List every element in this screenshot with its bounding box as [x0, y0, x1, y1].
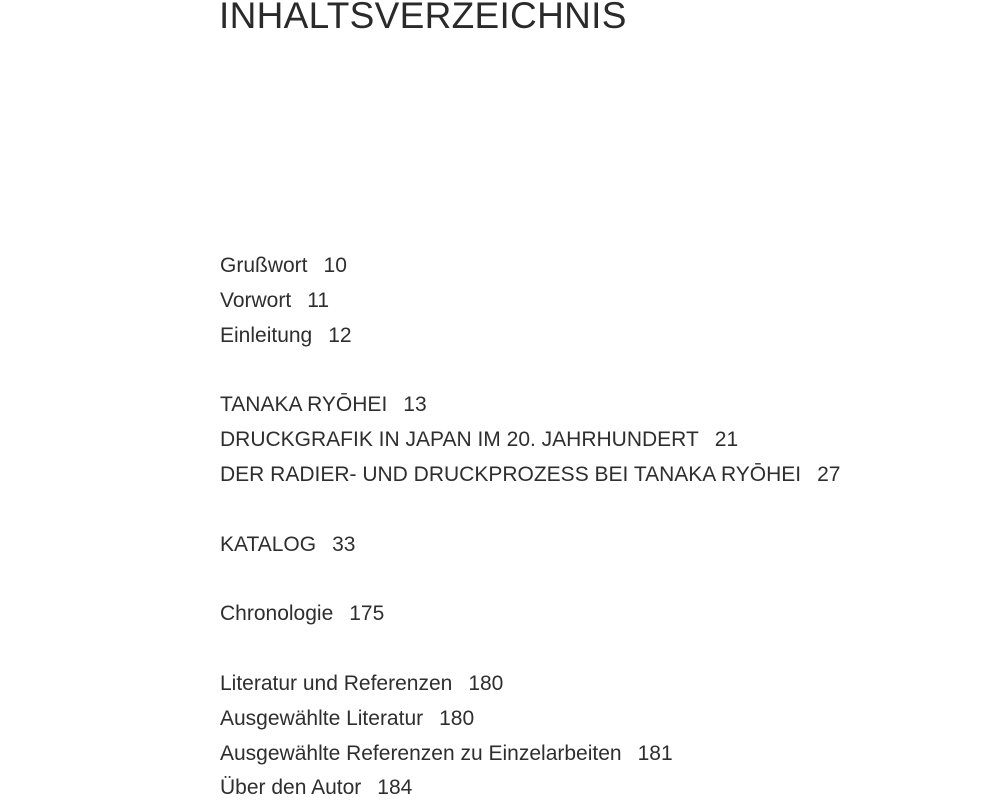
toc-entry-tanaka-ryohei[interactable] [220, 392, 427, 418]
toc-entry-vorwort[interactable] [220, 288, 329, 314]
toc-entry-label: Grußwort [220, 254, 308, 277]
toc-entry-page: 175 [349, 602, 385, 625]
toc-entry-page: 180 [439, 707, 475, 730]
toc-entry-grusswort[interactable] [220, 253, 347, 279]
toc-entry-page: 180 [468, 672, 504, 695]
toc-entry-chronologie[interactable] [220, 601, 384, 627]
page-title: INHALTSVERZEICHNIS [219, 0, 627, 36]
toc-entry-page: 181 [637, 742, 673, 765]
toc-entry-ausgewaehlte-literatur[interactable] [220, 706, 474, 732]
toc-entry-label: Ausgewählte Literatur [220, 707, 424, 730]
toc-entry-label: TANAKA RYŌHEI [220, 393, 388, 416]
toc-entry-ausgewaehlte-referenzen[interactable] [220, 741, 673, 767]
toc-entry-druckgrafik[interactable] [220, 427, 738, 453]
toc-entry-literatur-und-referenzen[interactable] [220, 671, 503, 697]
toc-entry-label: Über den Autor [220, 776, 362, 799]
toc-entry-label: Chronologie [220, 602, 334, 625]
toc-entry-ueber-den-autor[interactable] [220, 775, 412, 801]
toc-entry-label: DER RADIER- UND DRUCKPROZESS BEI TANAKA RYŌHEI [220, 463, 802, 486]
toc-entry-einleitung[interactable] [220, 323, 352, 349]
toc-entry-radier-und-druckprozess[interactable] [220, 462, 840, 488]
toc-entry-page: 13 [403, 393, 427, 416]
toc-entry-page: 184 [377, 776, 413, 799]
toc-entry-label: Einleitung [220, 324, 313, 347]
toc-entry-page: 33 [332, 533, 356, 556]
toc-entry-page: 12 [328, 324, 352, 347]
toc-entry-label: Literatur und Referenzen [220, 672, 453, 695]
toc-entry-page: 10 [323, 254, 347, 277]
toc-entry-label: KATALOG [220, 533, 317, 556]
toc-entry-label: Ausgewählte Referenzen zu Einzelarbeiten [220, 742, 622, 765]
toc-entry-page: 11 [307, 289, 330, 312]
toc-entry-page: 21 [714, 428, 739, 451]
toc-entry-page: 27 [817, 463, 841, 486]
toc-entry-label: Vorwort [220, 289, 292, 312]
toc-entry-label: DRUCKGRAFIK IN JAPAN IM 20. JAHRHUNDERT [220, 428, 699, 451]
toc-entry-katalog[interactable] [220, 532, 355, 558]
